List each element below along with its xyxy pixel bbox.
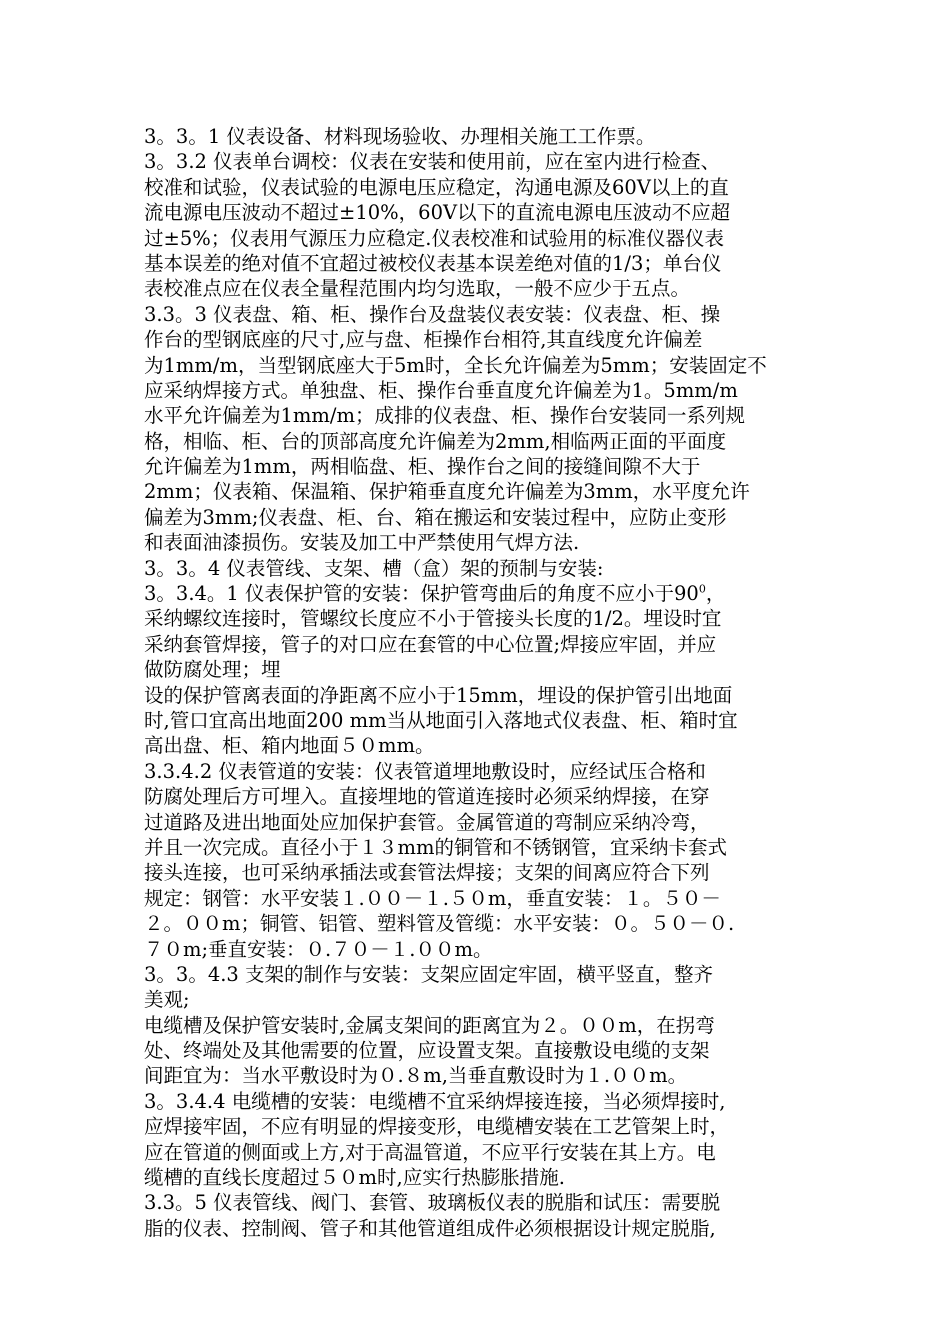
text-line: 3。3。1 仪表设备、材料现场验收、办理相关施工工作票。 — [144, 125, 656, 148]
degree-tail: ， — [705, 582, 726, 606]
text-line: 高出盘、柜、箱内地面５０mm。 — [144, 734, 435, 758]
text-line: 防腐处理后方可埋入。直接埋地的管道连接时必须采纳焊接，在穿 — [144, 785, 710, 809]
text-line: 水平允许偏差为1mm/m；成排的仪表盘、柜、操作台安装同一系列规 — [144, 404, 745, 428]
text-line: 3.3。5 仪表管线、阀门、套管、玻璃板仪表的脱脂和试压：需要脱 — [144, 1191, 721, 1215]
text-line: 电缆槽及保护管安装时,金属支架间的距离宜为２。００m，在拐弯 — [144, 1013, 715, 1037]
text-line: 应焊接牢固，不应有明显的焊接变形，电缆槽安装在工艺管架上时， — [144, 1115, 730, 1139]
text-line: 3。3.2 仪表单台调校：仪表在安装和使用前，应在室内进行检查、 — [144, 150, 721, 174]
text-line: 处、终端处及其他需要的位置，应设置支架。直接敷设电缆的支架 — [144, 1039, 710, 1063]
text-line: 3。3.4.4 电缆槽的安装：电缆槽不宜采纳焊接连接，当必须焊接时, — [144, 1089, 726, 1113]
text-line: 3.3.4.2 仪表管道的安装：仪表管道埋地敷设时，应经试压合格和 — [144, 759, 706, 783]
text-line: 应在管道的侧面或上方,对于高温管道，不应平行安装在其上方。电 — [144, 1140, 716, 1164]
degree-superscript: 0 — [698, 582, 706, 596]
text-line: 流电源电压波动不超过±10%，60V以下的直流电源电压波动不应超 — [144, 201, 731, 225]
text-line: 3.3。3 仪表盘、箱、柜、操作台及盘装仪表安装：仪表盘、柜、操 — [144, 302, 721, 326]
text-line: 3。3。4.3 支架的制作与安装：支架应固定牢固，横平竖直，整齐 — [144, 962, 714, 986]
text-line-body: 3。3.4。1 仪表保护管的安装：保护管弯曲后的角度不应小于90 — [144, 582, 699, 606]
text-line: 应采纳焊接方式。单独盘、柜、操作台垂直度允许偏差为1。5mm/m — [144, 378, 738, 402]
text-line: 设的保护管离表面的净距离不应小于15mm，埋设的保护管引出地面 — [144, 683, 733, 707]
text-line: 为1mm/m，当型钢底座大于5m时，全长允许偏差为5mm；安装固定不 — [144, 353, 767, 377]
text-line: ２。００m；铜管、铝管、塑料管及管缆：水平安装：０。５０－０. — [144, 912, 735, 936]
text-line: 格，相临、柜、台的顶部高度允许偏差为2mm,相临两正面的平面度 — [144, 429, 727, 453]
text-line: 时,管口宜高出地面200 mm当从地面引入落地式仪表盘、柜、箱时宜 — [144, 708, 738, 732]
text-line: 偏差为3mm;仪表盘、柜、台、箱在搬运和安装过程中，应防止变形 — [144, 505, 727, 529]
text-line: 做防腐处理；埋 — [144, 658, 281, 682]
text-line: 表校准点应在仪表全量程范围内均匀选取，一般不应少于五点。 — [144, 277, 691, 301]
text-line: 作台的型钢底座的尺寸,应与盘、柜操作台相符,其直线度允许偏差 — [144, 328, 703, 352]
document-body — [144, 124, 824, 1241]
text-line: 脂的仪表、控制阀、管子和其他管道组成件必须根据设计规定脱脂, — [144, 1216, 716, 1240]
text-line: 美观; — [144, 988, 190, 1012]
text-line: 规定：钢管：水平安装１.００－１.５０m，垂直安装：１。５０－ — [144, 886, 721, 910]
text-line: 3。3。4 仪表管线、支架、槽（盒）架的预制与安装: — [144, 556, 604, 580]
text-line: 过±5%；仪表用气源压力应稳定.仪表校准和试验用的标准仪器仪表 — [144, 226, 724, 250]
text-line: ７０m;垂直安装：０.７０－１.００m。 — [144, 937, 493, 961]
text-line-with-degree — [144, 581, 824, 606]
text-line: 和表面油漆损伤。安装及加工中严禁使用气焊方法. — [144, 531, 580, 555]
text-line: 过道路及进出地面处应加保护套管。金属管道的弯制应采纳冷弯， — [144, 810, 710, 834]
text-line: 允许偏差为1mm，两相临盘、柜、操作台之间的接缝间隙不大于 — [144, 455, 701, 479]
text-line: 采纳套管焊接，管子的对口应在套管的中心位置;焊接应牢固，并应 — [144, 632, 717, 656]
text-line: 间距宜为：当水平敷设时为０.８m,当垂直敷设时为１.００m。 — [144, 1064, 688, 1088]
text-line: 并且一次完成。直径小于１３mm的铜管和不锈钢管，宜采纳卡套式 — [144, 835, 727, 859]
text-line: 基本误差的绝对值不宜超过被校仪表基本误差绝对值的1/3；单台仪 — [144, 251, 722, 275]
text-line: 2mm；仪表箱、保温箱、保护箱垂直度允许偏差为3mm，水平度允许 — [144, 480, 750, 504]
text-line: 缆槽的直线长度超过５０m时,应实行热膨胀措施. — [144, 1166, 565, 1190]
text-line: 校准和试验，仪表试验的电源电压应稳定，沟通电源及60V以上的直 — [144, 175, 729, 199]
text-line: 采纳螺纹连接时，管螺纹长度应不小于管接头长度的1/2。埋设时宜 — [144, 607, 722, 631]
text-line: 接头连接，也可采纳承插法或套管法焊接；支架的间离应符合下列 — [144, 861, 710, 885]
